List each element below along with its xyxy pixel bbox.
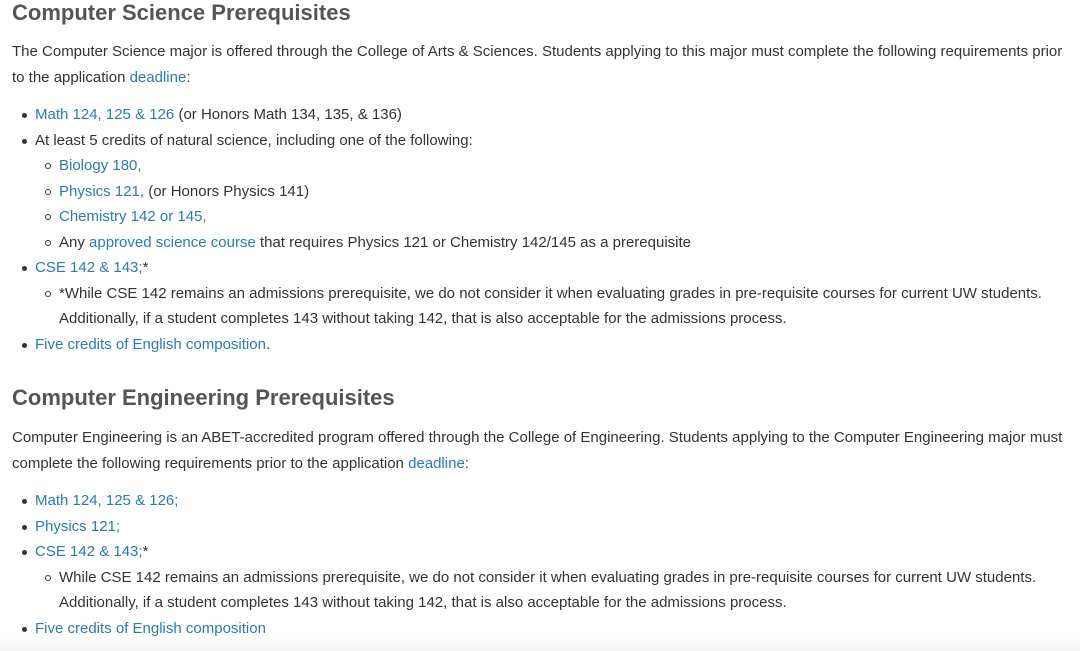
ce-physics-link[interactable]: Physics 121; <box>35 517 121 535</box>
cse-note-sublist <box>35 565 1074 616</box>
list-item <box>12 488 1074 514</box>
bottom-fade <box>0 637 1080 651</box>
cs-biology-link[interactable]: Biology 180, <box>59 157 142 174</box>
cse-note-text: While CSE 142 remains an admissions prerequisite, we do not consider it when evaluating grades in pre-requisite courses for current UW students. Additionally, if a student completes 143 without taking 142, that is also acceptable for the admissions process. <box>59 568 1037 611</box>
ce-math-link[interactable]: Math 124, 125 & 126; <box>35 492 179 509</box>
ce-requirements-list <box>12 488 1074 641</box>
cs-physics-link[interactable]: Physics 121, <box>59 182 145 200</box>
ce-cse-link[interactable]: CSE 142 & 143; <box>35 543 143 560</box>
cs-intro-end: : <box>186 68 191 86</box>
cs-cse-link[interactable]: CSE 142 & 143; <box>35 259 143 276</box>
sublist-item <box>35 179 1074 205</box>
list-item-text: . <box>265 335 271 353</box>
cs-chemistry-link[interactable]: Chemistry 142 or 145, <box>59 208 207 225</box>
list-item-text: * <box>142 259 149 276</box>
sublist-item <box>35 230 1074 256</box>
list-item <box>12 514 1074 540</box>
list-item <box>12 255 1074 332</box>
list-item-text: (or Honors Math 134, 135, & 136) <box>174 106 402 123</box>
cs-math-link[interactable]: Math 124, 125 & 126 <box>35 106 175 123</box>
cs-english-link[interactable]: Five credits of English composition <box>35 335 266 353</box>
list-item-text: * <box>142 543 149 560</box>
list-item-text: (or Honors Physics 141) <box>144 182 310 200</box>
cs-approved-science-link[interactable]: approved science course <box>89 233 256 251</box>
cs-deadline-link[interactable]: deadline <box>129 68 187 86</box>
cse-note-sublist <box>35 281 1074 332</box>
list-item-text: that requires Physics 121 or Chemistry 142/145 as a prerequisite <box>255 233 692 251</box>
ce-deadline-link[interactable]: deadline <box>408 454 465 472</box>
sublist-item <box>35 204 1074 230</box>
list-item-text: At least 5 credits of natural science, including one of the following: <box>35 131 473 149</box>
science-sublist <box>35 153 1074 255</box>
cs-intro-paragraph <box>12 39 1074 90</box>
ce-english-link[interactable]: Five credits of English composition <box>35 619 266 637</box>
list-item <box>12 539 1074 616</box>
ce-intro-paragraph <box>12 425 1074 476</box>
ce-intro-end: : <box>464 454 469 472</box>
list-item <box>12 102 1074 128</box>
list-item-text: Any <box>59 233 90 251</box>
cse-note-text: *While CSE 142 remains an admissions prerequisite, we do not consider it when evaluating grades in pre-requisite courses for current UW students. Additionally, if a student completes 143 without taking 142, that is also acceptable for the admissions process. <box>59 284 1042 327</box>
ce-intro-text: Computer Engineering is an ABET-accredited program offered through the College of Engineering. Students applying to the Computer Engineering major must complete the following requirements prior to the application <box>12 429 1063 472</box>
cs-requirements-list <box>12 102 1074 357</box>
sublist-item <box>35 565 1074 616</box>
cs-prerequisites-heading: Computer Science Prerequisites <box>12 0 351 25</box>
sublist-item <box>35 153 1074 179</box>
ce-prerequisites-heading: Computer Engineering Prerequisites <box>12 385 395 410</box>
list-item <box>12 332 1074 358</box>
sublist-item <box>35 281 1074 332</box>
list-item <box>12 128 1074 256</box>
cs-intro-text: The Computer Science major is offered through the College of Arts & Sciences. Students applying to this major must complete the following requirements prior to the application <box>12 43 1063 86</box>
